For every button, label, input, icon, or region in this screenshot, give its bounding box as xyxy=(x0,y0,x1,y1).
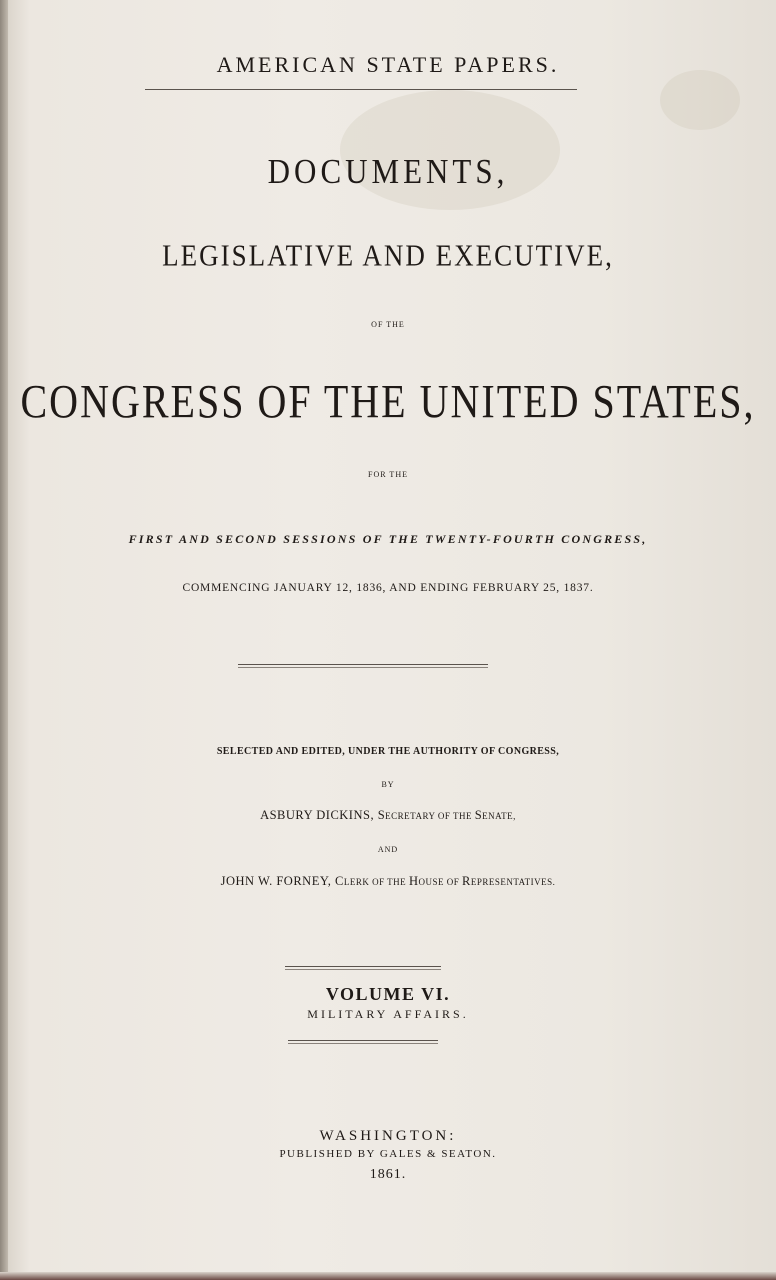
editor-role: SECRETARY OF THE SENATE, xyxy=(377,808,516,822)
imprint-place: WASHINGTON: xyxy=(319,1128,457,1144)
paper-stain xyxy=(660,70,740,130)
editor-name: ASBURY DICKINS, xyxy=(260,808,375,822)
editor-role: CLERK OF THE HOUSE OF REPRESENTATIVES. xyxy=(335,874,556,888)
volume-subject: MILITARY AFFAIRS. xyxy=(307,1007,469,1021)
series-header: AMERICAN STATE PAPERS. xyxy=(216,52,560,77)
editorial-statement: SELECTED AND EDITED, UNDER THE AUTHORITY OF CONGRESS, xyxy=(216,746,560,757)
volume-bottom-rule xyxy=(288,1040,438,1044)
editor-dickins xyxy=(0,808,776,823)
volume-top-rule xyxy=(285,966,441,970)
imprint-year: 1861. xyxy=(369,1167,407,1182)
and-connector: AND xyxy=(377,845,399,854)
dates-line: COMMENCING JANUARY 12, 1836, AND ENDING FEBRUARY 25, 1837. xyxy=(182,582,594,594)
congress-heading: CONGRESS OF THE UNITED STATES, xyxy=(20,374,756,429)
header-rule xyxy=(145,89,577,90)
by-connector: BY xyxy=(381,780,395,789)
of-the-connector: OF THE xyxy=(371,320,405,329)
book-bottom-edge xyxy=(0,1272,776,1280)
section-divider xyxy=(238,664,488,668)
for-the-connector: FOR THE xyxy=(368,470,408,479)
editor-name: JOHN W. FORNEY, xyxy=(220,874,332,888)
main-title: DOCUMENTS, xyxy=(267,151,509,192)
sessions-line: FIRST AND SECOND SESSIONS OF THE TWENTY-FOURTH CONGRESS, xyxy=(128,532,648,546)
subtitle: LEGISLATIVE AND EXECUTIVE, xyxy=(162,237,614,273)
volume-number: VOLUME VI. xyxy=(325,984,451,1004)
imprint-publisher: PUBLISHED BY GALES & SEATON. xyxy=(279,1148,497,1160)
editor-forney xyxy=(0,874,776,889)
